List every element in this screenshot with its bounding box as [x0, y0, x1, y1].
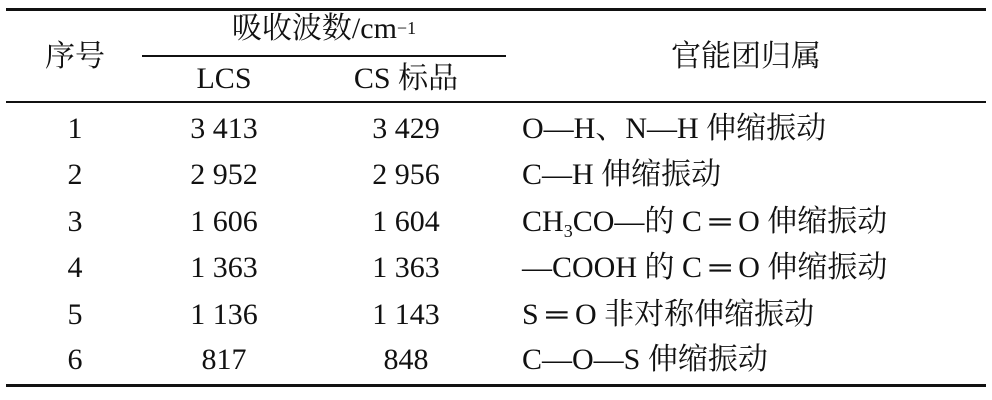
row-assignment: [522, 298, 814, 332]
row-cs-value: 1 363: [372, 251, 440, 284]
row-assignment: [522, 343, 768, 377]
header-absorb-exponent: −1: [396, 18, 417, 38]
row-number: 3: [67, 205, 83, 238]
row-number: 1: [67, 112, 83, 145]
row-assignment: [522, 251, 887, 285]
row-lcs-value: 817: [201, 343, 247, 376]
row-lcs-value: 2 952: [190, 158, 258, 191]
row-assignment: [522, 158, 721, 192]
assignment-text: C—O—S 伸缩振动: [522, 343, 768, 376]
row-cs-value: 1 604: [372, 205, 440, 238]
row-number: 5: [67, 298, 83, 331]
row-cs-value: 3 429: [372, 112, 440, 145]
bottom-rule: [6, 384, 986, 387]
header-absorb: [232, 12, 416, 49]
assignment-text: O—H、N—H 伸缩振动: [522, 112, 827, 145]
header-rule: [6, 101, 986, 103]
row-cs-value: 2 956: [372, 158, 440, 191]
row-number: 6: [67, 343, 83, 376]
row-cs-value: 1 143: [372, 298, 440, 331]
assignment-text: CH: [522, 205, 564, 238]
header-sub-rule: [142, 55, 506, 57]
row-cs-value: 848: [383, 343, 429, 376]
header-cs: CS 标品: [353, 62, 459, 95]
header-absorb-text: 吸收波数/cm: [231, 12, 397, 45]
header-lcs: LCS: [196, 62, 252, 95]
row-lcs-value: 1 606: [190, 205, 258, 238]
top-rule: [6, 8, 986, 11]
row-assignment: [522, 205, 887, 242]
row-number: 4: [67, 251, 83, 284]
header-group: 官能团归属: [671, 40, 821, 73]
assignment-text: C—H 伸缩振动: [522, 158, 722, 191]
assignment-text: S ═ O 非对称伸缩振动: [522, 298, 815, 331]
assignment-text-cont: CO—的 C ═ O 伸缩振动: [572, 205, 888, 238]
assignment-text: —COOH 的 C ═ O 伸缩振动: [522, 251, 888, 284]
row-lcs-value: 3 413: [190, 112, 258, 145]
row-lcs-value: 1 136: [190, 298, 258, 331]
header-seq: 序号: [45, 40, 105, 73]
row-number: 2: [67, 158, 83, 191]
assignment-subscript: 3: [563, 221, 573, 241]
row-lcs-value: 1 363: [190, 251, 258, 284]
row-assignment: [522, 112, 826, 146]
